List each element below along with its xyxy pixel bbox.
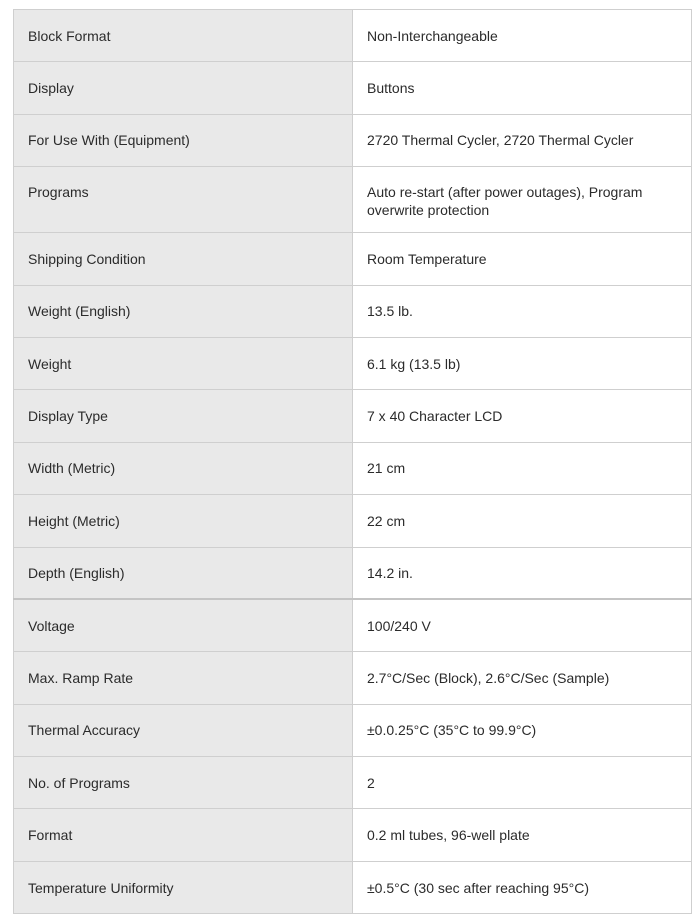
table-row xyxy=(14,652,692,704)
spec-value: 22 cm xyxy=(353,495,692,547)
table-row xyxy=(14,390,692,442)
spec-label: Height (Metric) xyxy=(14,495,353,547)
table-row xyxy=(14,114,692,166)
spec-value: Auto re-start (after power outages), Program overwrite protection xyxy=(353,167,692,233)
table-row xyxy=(14,10,692,62)
table-row xyxy=(14,495,692,547)
spec-value: 13.5 lb. xyxy=(353,285,692,337)
table-row xyxy=(14,285,692,337)
spec-label: Shipping Condition xyxy=(14,233,353,285)
spec-label: For Use With (Equipment) xyxy=(14,114,353,166)
spec-label: Depth (English) xyxy=(14,547,353,599)
spec-label: Display xyxy=(14,62,353,114)
table-row xyxy=(14,233,692,285)
spec-label: Max. Ramp Rate xyxy=(14,652,353,704)
spec-value: 7 x 40 Character LCD xyxy=(353,390,692,442)
specifications-table xyxy=(13,9,692,914)
spec-label: Temperature Uniformity xyxy=(14,861,353,913)
spec-label: Thermal Accuracy xyxy=(14,704,353,756)
spec-value: Room Temperature xyxy=(353,233,692,285)
spec-label: Voltage xyxy=(14,599,353,651)
table-row xyxy=(14,442,692,494)
table-row xyxy=(14,599,692,651)
table-row xyxy=(14,167,692,233)
table-row xyxy=(14,757,692,809)
table-row xyxy=(14,62,692,114)
spec-value: 2 xyxy=(353,757,692,809)
table-row xyxy=(14,861,692,913)
spec-value: 14.2 in. xyxy=(353,547,692,599)
spec-value: Non-Interchangeable xyxy=(353,10,692,62)
spec-value: 0.2 ml tubes, 96-well plate xyxy=(353,809,692,861)
spec-label: Weight xyxy=(14,337,353,389)
spec-label: Display Type xyxy=(14,390,353,442)
spec-label: Weight (English) xyxy=(14,285,353,337)
table-row xyxy=(14,547,692,599)
table-row xyxy=(14,809,692,861)
spec-label: Format xyxy=(14,809,353,861)
spec-label: Width (Metric) xyxy=(14,442,353,494)
spec-label: Block Format xyxy=(14,10,353,62)
spec-label: Programs xyxy=(14,167,353,233)
spec-value: 2720 Thermal Cycler, 2720 Thermal Cycler xyxy=(353,114,692,166)
spec-value: 2.7°C/Sec (Block), 2.6°C/Sec (Sample) xyxy=(353,652,692,704)
spec-label: No. of Programs xyxy=(14,757,353,809)
table-row xyxy=(14,704,692,756)
spec-value: Buttons xyxy=(353,62,692,114)
spec-value: ±0.5°C (30 sec after reaching 95°C) xyxy=(353,861,692,913)
table-row xyxy=(14,337,692,389)
spec-value: ±0.0.25°C (35°C to 99.9°C) xyxy=(353,704,692,756)
spec-value: 100/240 V xyxy=(353,599,692,651)
spec-value: 6.1 kg (13.5 lb) xyxy=(353,337,692,389)
spec-value: 21 cm xyxy=(353,442,692,494)
